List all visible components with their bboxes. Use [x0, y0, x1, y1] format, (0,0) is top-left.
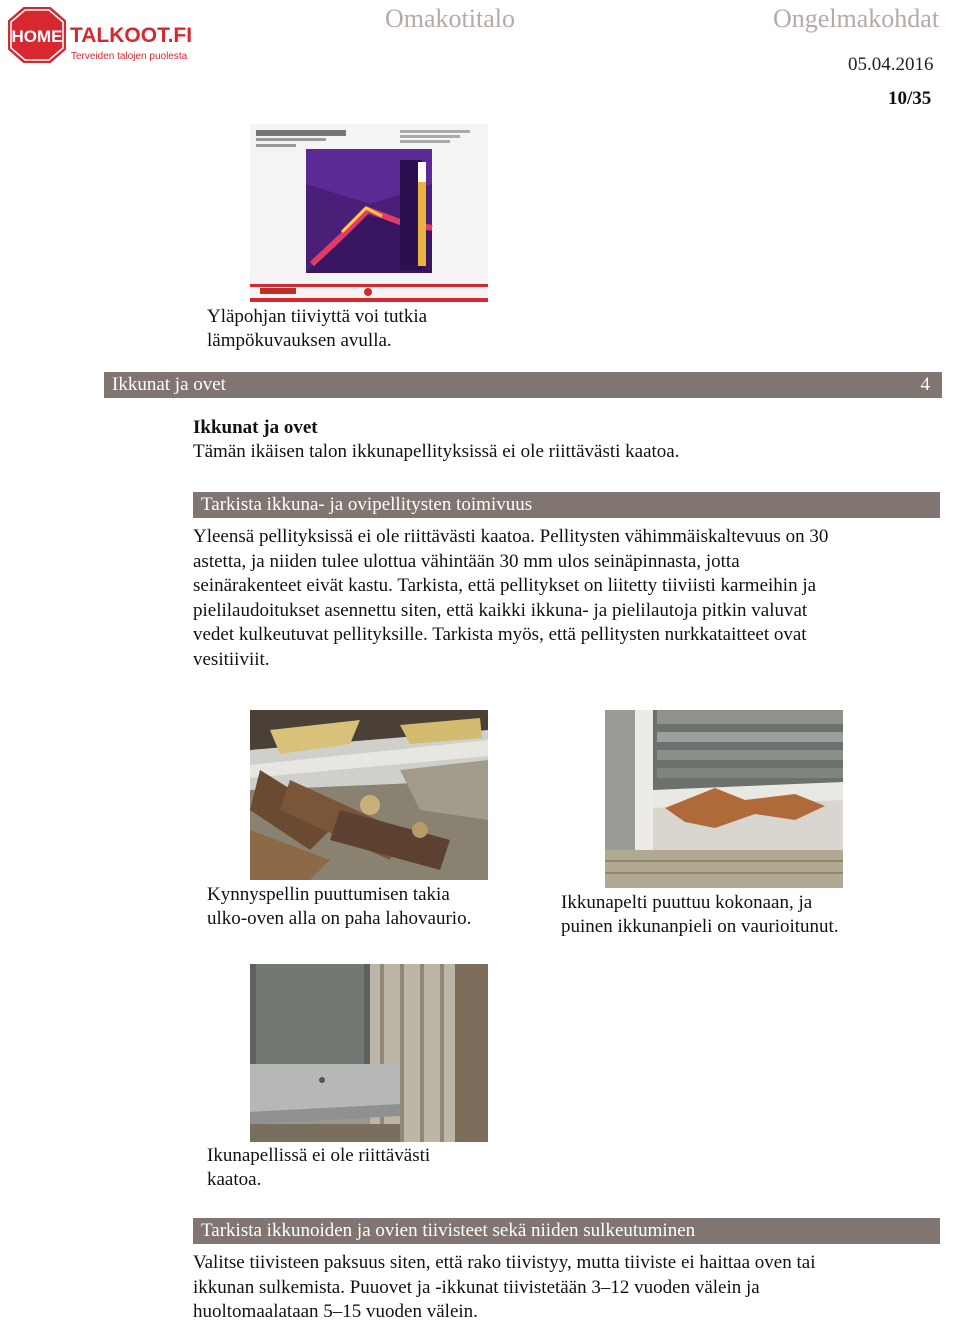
sub2-title: Tarkista ikkunoiden ja ovien tiivisteet sekä niiden sulkeutuminen [201, 1220, 696, 1241]
sub1-paragraph [193, 525, 828, 672]
sub1-line: Yleensä pellityksissä ei ole riittävästi kaatoa. Pellitysten vähimmäiskaltevuus on 30 [193, 526, 829, 547]
section-number: 4 [920, 374, 930, 395]
threshold-caption-line-2: ulko-oven alla on paha lahovaurio. [207, 908, 472, 929]
logo-home-text: HOME [11, 27, 63, 46]
threshold-caption [207, 883, 471, 931]
header-category-left: Omakotitalo [385, 4, 515, 33]
logo-talkoot-text: TALKOOT.FI [70, 24, 193, 47]
logo-tagline: Terveiden talojen puolesta [71, 51, 188, 62]
section-title: Ikkunat ja ovet [112, 374, 226, 395]
sub1-line: astetta, ja niiden tulee ulottua vähintään 30 mm ulos seinäpinnasta, jotta [193, 550, 740, 572]
sub2-line: huoltomaalataan 5–15 vuoden välein. [193, 1301, 478, 1322]
section-subheading: Ikkunat ja ovet [193, 417, 318, 438]
threshold-rot-photo [250, 710, 488, 880]
sill-caption-line-2: kaatoa. [207, 1169, 262, 1190]
window-caption-line-1: Ikkunapelti puuttuu kokonaan, ja [561, 892, 813, 913]
sub2-paragraph [193, 1251, 815, 1325]
sub2-line: ikkunan sulkemista. Puuovet ja -ikkunat tiivistetään 3–12 vuoden välein ja [193, 1276, 760, 1298]
sill-caption [207, 1144, 430, 1192]
sill-caption-line-1: Ikunapellissä ei ole riittävästi [207, 1145, 431, 1166]
section-intro: Tämän ikäisen talon ikkunapellityksissä ei ole riittävästi kaatoa. [193, 441, 680, 462]
section-bar [104, 372, 942, 398]
header-category-right: Ongelmakohdat [773, 4, 940, 33]
sub1-line: seinärakenteet eivät kastu. Tarkista, että pellitykset on liitetty tiiviisti karmeihin ja [193, 575, 817, 596]
sub2-bar [193, 1218, 940, 1244]
thermal-caption-line-1: Yläpohjan tiiviyttä voi tutkia [207, 306, 428, 327]
window-caption-line-2: puinen ikkunanpieli on vaurioitunut. [561, 916, 839, 937]
page-number: 10/35 [888, 88, 932, 109]
sub1-title: Tarkista ikkuna- ja ovipellitysten toimivuus [201, 494, 533, 515]
threshold-caption-line-1: Kynnyspellin puuttumisen takia [207, 884, 450, 905]
thermal-caption-line-2: lämpökuvauksen avulla. [207, 330, 392, 351]
sub1-line: vesitiiviit. [193, 648, 270, 670]
hometalkoot-logo [4, 4, 193, 66]
sub1-bar [193, 492, 940, 518]
sub2-line: Valitse tiivisteen paksuus siten, että rako tiivistyy, mutta tiiviste ei haittaa oven tai [193, 1252, 816, 1273]
thermal-caption [207, 305, 427, 353]
window-caption [561, 891, 839, 939]
sub1-line: vedet kulkeutuvat pellityksille. Tarkista myös, että pellitysten nurkkataitteet ovat [193, 624, 807, 645]
header-date: 05.04.2016 [848, 54, 934, 75]
sub1-line: pielilaudoitukset asennettu siten, että kaikki ikkuna- ja pielilautoja pitkin valuvat [193, 599, 808, 621]
window-corner-photo [605, 710, 843, 888]
window-sill-photo [250, 964, 488, 1142]
thermal-image [250, 124, 488, 302]
